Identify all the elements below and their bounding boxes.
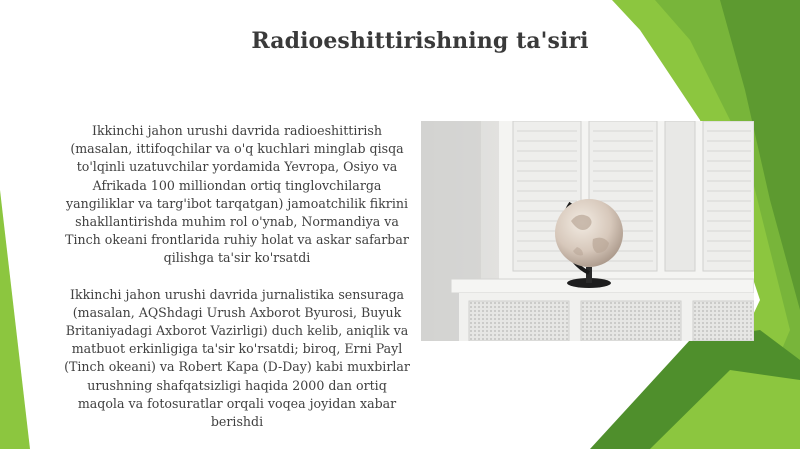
window-shutters xyxy=(513,121,754,271)
slide-body xyxy=(62,122,412,431)
slide-title: Radioeshittirishning ta'siri xyxy=(251,28,589,54)
paragraph-journalism: Ikkinchi jahon urushi davrida jurnalistika sensuraga (masalan, AQShdagi Urush Axborot Byurosi, Buyuk Britaniyadagi Axborot Vazirligi) duch kelib, aniqlik va matbuot erkinligiga ta'sir ko'rsatdi; biroq, Erni Payl (Tinch okeani) va Robert Kapa (D-Day) kabi muxbirlar urushning shafqatsizligi haqida 2000 dan ortiq maqola va fotosuratlar orqali voqea joyidan xabar berishdi xyxy=(64,286,410,430)
paragraph-radio: Ikkinchi jahon urushi davrida radioeshittirish (masalan, ittifoqchilar va o'q kuchlari minglab qisqa to'lqinli uzatuvchilar yordamida Yevropa, Osiyo va Afrikada 100 milliondan ortiq tinglovchilarga yangiliklar va targ'ibot tarqatgan) jamoatchilik fikrini shakllantirishda muhim rol o'ynab, Normandiya va Tinch okeani frontlarida ruhiy holat va askar safarbar qilishga ta'sir ko'rsatdi xyxy=(65,123,409,266)
radiator-mesh-middle xyxy=(581,301,681,341)
globe-photo-illustration xyxy=(421,121,754,341)
radiator-mesh-left xyxy=(469,301,569,341)
globe-photo xyxy=(421,121,754,341)
radiator-mesh-right xyxy=(693,301,754,341)
left-accent-sliver xyxy=(0,190,30,449)
